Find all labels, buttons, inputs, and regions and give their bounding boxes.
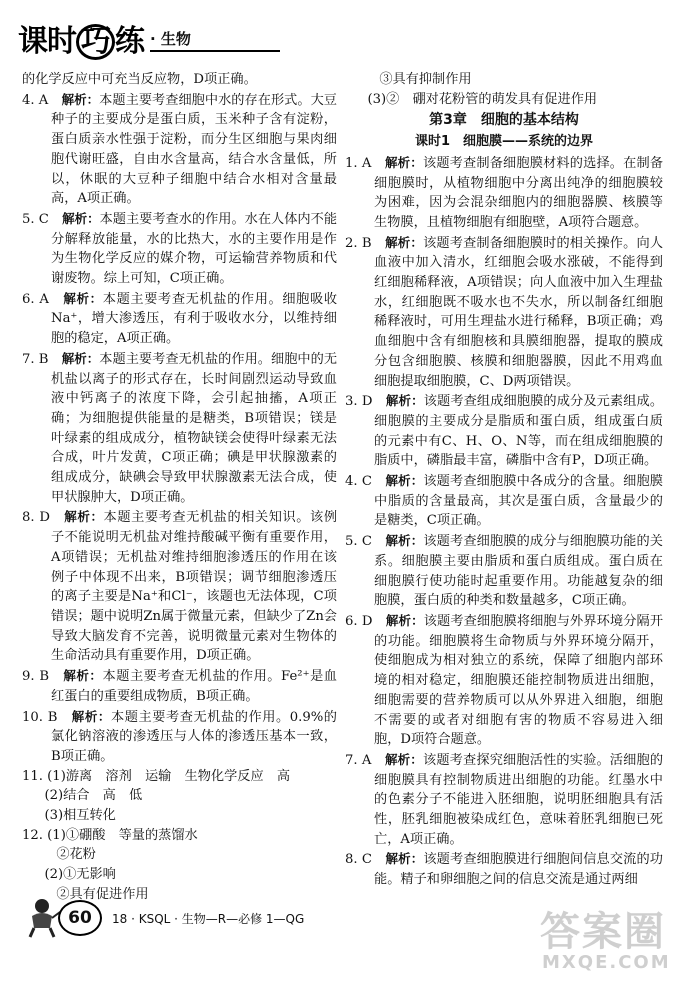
analysis-text: 该题考查组成细胞膜的成分及元素组成。细胞膜的主要成分是脂质和蛋白质，组成蛋白质的元素中有C、H、O、N等，而在组成细胞膜的脂质中，磷脂最丰富，磷脂中含有P，D项正确。 xyxy=(374,394,664,469)
analysis-label: 解析： xyxy=(71,708,111,724)
answer-number: 4. A xyxy=(22,92,49,108)
sub-answer: (3)相互转化 xyxy=(44,808,116,824)
sub-answer: ②花粉 xyxy=(56,847,96,863)
answer-line: 12. (1)①硼酸 等量的蒸馏水 xyxy=(22,827,198,843)
analysis-text: 本题主要考查无机盐的作用。细胞吸收Na⁺，增大渗透压，有利于吸收水分，以维持细胞的稳定，A项正确。 xyxy=(51,291,338,347)
right-column xyxy=(345,70,663,890)
logo-text-c: 练 xyxy=(115,24,144,59)
answer-item xyxy=(345,233,663,392)
answer-item xyxy=(345,849,663,889)
analysis-text: 本题主要考查无机盐的作用。0.9%的氯化钠溶液的渗透压与人体的渗透压基本一致，B项正确。 xyxy=(51,709,337,764)
sub-answer: (2)结合 高 低 xyxy=(44,788,143,804)
analysis-label: 解析： xyxy=(385,533,424,549)
analysis-text: 该题考查制备细胞膜时的相关操作。向人血液中加入清水，红细胞会吸水涨破，不能得到红细胞稀释液，A项错误；向人血液中加入生理盐水，红细胞既不吸水也不失水，所以制备红细胞稀释液时，可用生理盐水进行稀释，B项正确；鸡血细胞中含有细胞核和具膜细胞器，提取的膜成分包含细胞膜、核膜和细胞器膜，因此不用鸡血细胞提取细胞膜，C、D两项错误。 xyxy=(374,235,664,389)
answer-number: 4. C xyxy=(345,474,372,490)
answer-item xyxy=(22,90,337,209)
analysis-text: 本题主要考查水的作用。水在人体内不能分解释放能量，水的比热大，水的主要作用是作为生物化学反应的媒介物，可运输营养物质和代谢废物。综上可知，C项正确。 xyxy=(51,211,338,287)
page-header xyxy=(0,0,675,64)
sub-answer: (2)①无影响 xyxy=(44,867,116,883)
page-number: 60 xyxy=(58,900,102,936)
watermark-text: 答案圈 xyxy=(540,909,666,955)
left-column xyxy=(22,70,337,905)
logo-text-a: 课时 xyxy=(18,24,76,59)
answer-item xyxy=(345,611,663,750)
answer-item xyxy=(345,750,663,850)
analysis-label: 解析： xyxy=(61,350,100,366)
answer-item xyxy=(22,666,337,706)
answer-item xyxy=(22,707,337,767)
answer-number: 7. A xyxy=(345,752,372,768)
book-code: 18 · KSQL · 生物—R—必修 1—QG xyxy=(112,912,305,926)
analysis-text: 该题考查制备细胞膜材料的选择。在制备细胞膜时，从植物细胞中分离出纯净的细胞膜较为困难，因为会混杂细胞内的细胞器膜、核膜等生物膜，且植物细胞有细胞壁，A项符合题意。 xyxy=(374,155,664,230)
header-rule xyxy=(150,50,280,52)
answer-number: 8. D xyxy=(22,510,50,526)
answer-line: 的化学反应中可充当反应物，D项正确。 xyxy=(22,72,257,87)
analysis-label: 解析： xyxy=(385,393,424,409)
analysis-label: 解析： xyxy=(63,668,103,684)
chapter-title: 第3章 细胞的基本结构 xyxy=(429,112,579,129)
page-footer xyxy=(0,892,675,982)
answer-number: 7. B xyxy=(22,351,49,367)
answer-number: 6. D xyxy=(345,613,373,629)
analysis-text: 该题考查细胞膜进行细胞间信息交流的功能。精子和卵细胞之间的信息交流是通过两细 xyxy=(374,852,663,888)
answer-number: 6. A xyxy=(22,291,49,307)
answer-item xyxy=(345,153,663,233)
lesson-title: 课时1 细胞膜——系统的边界 xyxy=(414,134,594,150)
answer-number: 5. C xyxy=(345,534,372,550)
analysis-label: 解析： xyxy=(384,751,423,767)
logo-text-b: 巧 xyxy=(76,24,115,60)
analysis-label: 解析： xyxy=(385,473,424,489)
subject-label: · 生物 xyxy=(150,30,191,48)
analysis-text: 本题主要考查细胞中水的存在形式。大豆种子的主要成分是蛋白质，玉米种子含有淀粉，蛋白质亲水性强于淀粉，而分生区细胞与果肉细胞代谢旺盛，自由水含量高，结合水含量低，所以，休眠的大豆种子细胞中结合水相对含量最高，A项正确。 xyxy=(51,92,337,207)
analysis-text: 该题考查细胞膜将细胞与外界环境分隔开的功能。细胞膜将生命物质与外界环境分隔开，使细胞成为相对独立的系统，保障了细胞内部环境的相对稳定，细胞膜还能控制物质进出细胞，细胞需要的营养物质可以从外界进入细胞，细胞不需要的或者对细胞有害的物质不容易进入细胞，D项符合题意。 xyxy=(374,613,664,748)
analysis-label: 解析： xyxy=(385,612,424,628)
watermark-url: MXQE.COM xyxy=(542,952,671,973)
analysis-text: 该题考查细胞膜中各成分的含量。细胞膜中脂质的含量最高，其次是蛋白质，含量最少的是糖类，C项正确。 xyxy=(374,474,663,529)
answer-number: 10. B xyxy=(22,709,58,725)
analysis-text: 本题主要考查无机盐的相关知识。该例子不能说明无机盐对维持酸碱平衡有重要作用，A项错误；无机盐对维持细胞渗透压的作用在该例子中体现不出来，B项错误；调节细胞渗透压的离子主要是Na⁺和Cl⁻，该题也无法体现，C项错误；题中说明Zn属于微量元素，但缺少了Zn会导致大脑发育不完善，说明微量元素对生物体的生命活动具有重要作用，D项正确。 xyxy=(51,510,338,664)
answer-number: 1. A xyxy=(345,155,372,171)
series-logo xyxy=(18,16,144,60)
analysis-text: 该题考查探究细胞活性的实验。活细胞的细胞膜具有控制物质进出细胞的功能。红墨水中的色素分子不能进入胚细胞，说明胚细胞具有活性，胚乳细胞被染成红色，意味着胚乳细胞已死亡，A项正确。 xyxy=(374,752,664,847)
answer-item xyxy=(345,531,663,611)
answer-number: 5. C xyxy=(22,211,49,227)
sub-answer: (3)② 硼对花粉管的萌发具有促进作用 xyxy=(367,91,598,107)
analysis-text: 本题主要考查无机盐的作用。细胞中的无机盐以离子的形式存在，长时间剧烈运动导致血液中钙离子的浓度下降，会引起抽搐，A项正确；为细胞提供能量的是糖类，B项错误；镁是叶绿素的组成成分，植物缺镁会使得叶绿素无法合成，叶片发黄，C项正确；碘是甲状腺激素的组成成分，缺碘会导致甲状腺激素无法合成，使甲状腺肿大，D项正确。 xyxy=(51,351,338,505)
answer-item xyxy=(22,507,337,666)
analysis-label: 解析： xyxy=(63,290,103,306)
answer-number: 8. C xyxy=(345,852,372,868)
analysis-text: 该题考查细胞膜的成分与细胞膜功能的关系。细胞膜主要由脂质和蛋白质组成。蛋白质在细胞膜行使功能时起重要作用。功能越复杂的细胞膜，蛋白质的种类和数量越多，C项正确。 xyxy=(374,534,663,609)
answer-item xyxy=(345,391,663,471)
answer-line: 11. (1)游离 溶剂 运输 生物化学反应 高 xyxy=(22,768,291,784)
answer-item xyxy=(22,289,337,349)
analysis-label: 解析： xyxy=(64,509,104,525)
answer-number: 3. D xyxy=(345,394,373,410)
analysis-label: 解析： xyxy=(384,154,423,170)
mascot-icon xyxy=(22,896,62,938)
answer-number: 2. B xyxy=(345,235,372,251)
analysis-label: 解析： xyxy=(385,234,424,250)
analysis-label: 解析： xyxy=(385,851,424,867)
analysis-label: 解析： xyxy=(62,210,100,226)
watermark xyxy=(520,900,670,980)
analysis-label: 解析： xyxy=(61,91,100,107)
answer-number: 9. B xyxy=(22,669,50,685)
answer-item xyxy=(22,209,337,289)
answer-item xyxy=(22,349,337,508)
sub-answer: ③具有抑制作用 xyxy=(379,72,472,87)
sub-answer: ②具有促进作用 xyxy=(56,886,149,902)
analysis-text: 本题主要考查无机盐的作用。Fe²⁺是血红蛋白的重要组成物质，B项正确。 xyxy=(51,669,337,704)
answer-item xyxy=(345,471,663,531)
